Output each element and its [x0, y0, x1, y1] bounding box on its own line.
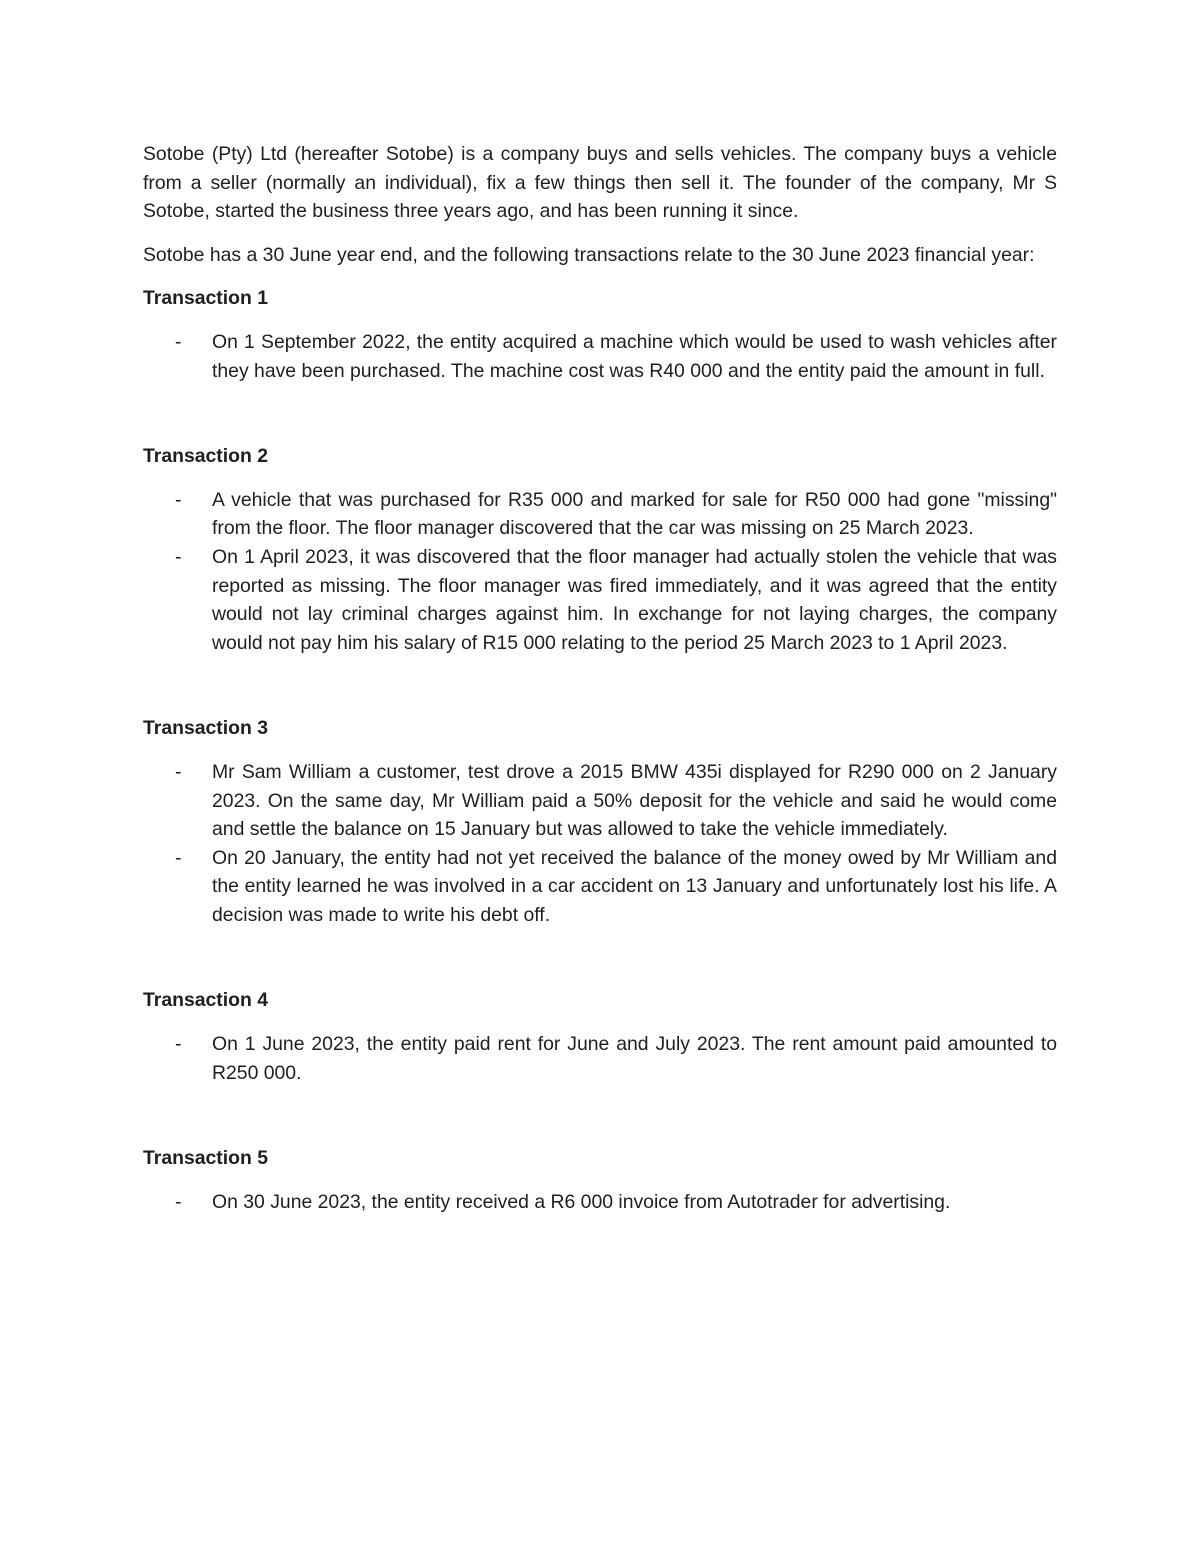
list-item [143, 758, 1057, 844]
transaction-3-section [143, 714, 1057, 929]
bullet-dash: - [175, 1033, 182, 1056]
bullet-dash: - [175, 1190, 182, 1213]
bullet-dash: - [175, 330, 182, 353]
bullet-dash: - [175, 760, 182, 783]
transaction-5-section [143, 1144, 1057, 1216]
list-item-text: On 1 September 2022, the entity acquired a machine which would be used to wash vehicles after they have been purchased. The machine cost was R40 000 and the entity paid the amount in full. [212, 330, 1057, 382]
intro-paragraph-1: Sotobe (Pty) Ltd (hereafter Sotobe) is a company buys and sells vehicles. The company buys a vehicle from a seller (normally an individual), fix a few things then sell it. The founder of the company, Mr S Sotobe, started the business three years ago, and has been running it since. [143, 143, 1057, 223]
list-item [143, 543, 1057, 657]
bullet-dash: - [175, 545, 182, 568]
transaction-4-heading: Transaction 4 [143, 989, 269, 1012]
transaction-2-heading: Transaction 2 [143, 445, 269, 468]
list-item-text: Mr Sam William a customer, test drove a 2015 BMW 435i displayed for R290 000 on 2 January 2023. On the same day, Mr William paid a 50% deposit for the vehicle and said he would come and settle the balance on 15 January but was allowed to take the vehicle immediately. [212, 760, 1057, 841]
transaction-4-section [143, 986, 1057, 1087]
transaction-2-section [143, 442, 1057, 657]
list-item [143, 486, 1057, 543]
transaction-4-list [143, 1030, 1057, 1087]
list-item [143, 328, 1057, 385]
list-item [143, 844, 1057, 930]
bullet-dash: - [175, 488, 182, 511]
transaction-3-heading: Transaction 3 [143, 717, 269, 740]
document-page [143, 140, 1057, 1216]
transaction-3-list [143, 758, 1057, 930]
list-item [143, 1030, 1057, 1087]
list-item-text: On 20 January, the entity had not yet received the balance of the money owed by Mr William and the entity learned he was involved in a car accident on 13 January and unfortunately lost his life. A decision was made to write his debt off. [212, 846, 1057, 926]
list-item-text: A vehicle that was purchased for R35 000 and marked for sale for R50 000 had gone "missing" from the floor. The floor manager discovered that the car was missing on 25 March 2023. [212, 488, 1057, 540]
transaction-1-list [143, 328, 1057, 385]
bullet-dash: - [175, 846, 182, 869]
transaction-5-list [143, 1188, 1057, 1217]
list-item [143, 1188, 1057, 1217]
list-item-text: On 1 April 2023, it was discovered that the floor manager had actually stolen the vehicle that was reported as missing. The floor manager was fired immediately, and it was agreed that the entity would not lay criminal charges against him. In exchange for not laying charges, the company would not pay him his salary of R15 000 relating to the period 25 March 2023 to 1 April 2023. [212, 545, 1057, 654]
transaction-2-list [143, 486, 1057, 658]
list-item-text: On 30 June 2023, the entity received a R6 000 invoice from Autotrader for advertising. [212, 1190, 951, 1213]
transaction-1-section [143, 284, 1057, 385]
transaction-1-heading: Transaction 1 [143, 287, 269, 310]
intro-paragraph-2: Sotobe has a 30 June year end, and the following transactions relate to the 30 June 2023 financial year: [143, 243, 1035, 266]
transaction-5-heading: Transaction 5 [143, 1147, 269, 1170]
list-item-text: On 1 June 2023, the entity paid rent for June and July 2023. The rent amount paid amounted to R250 000. [212, 1033, 1057, 1084]
